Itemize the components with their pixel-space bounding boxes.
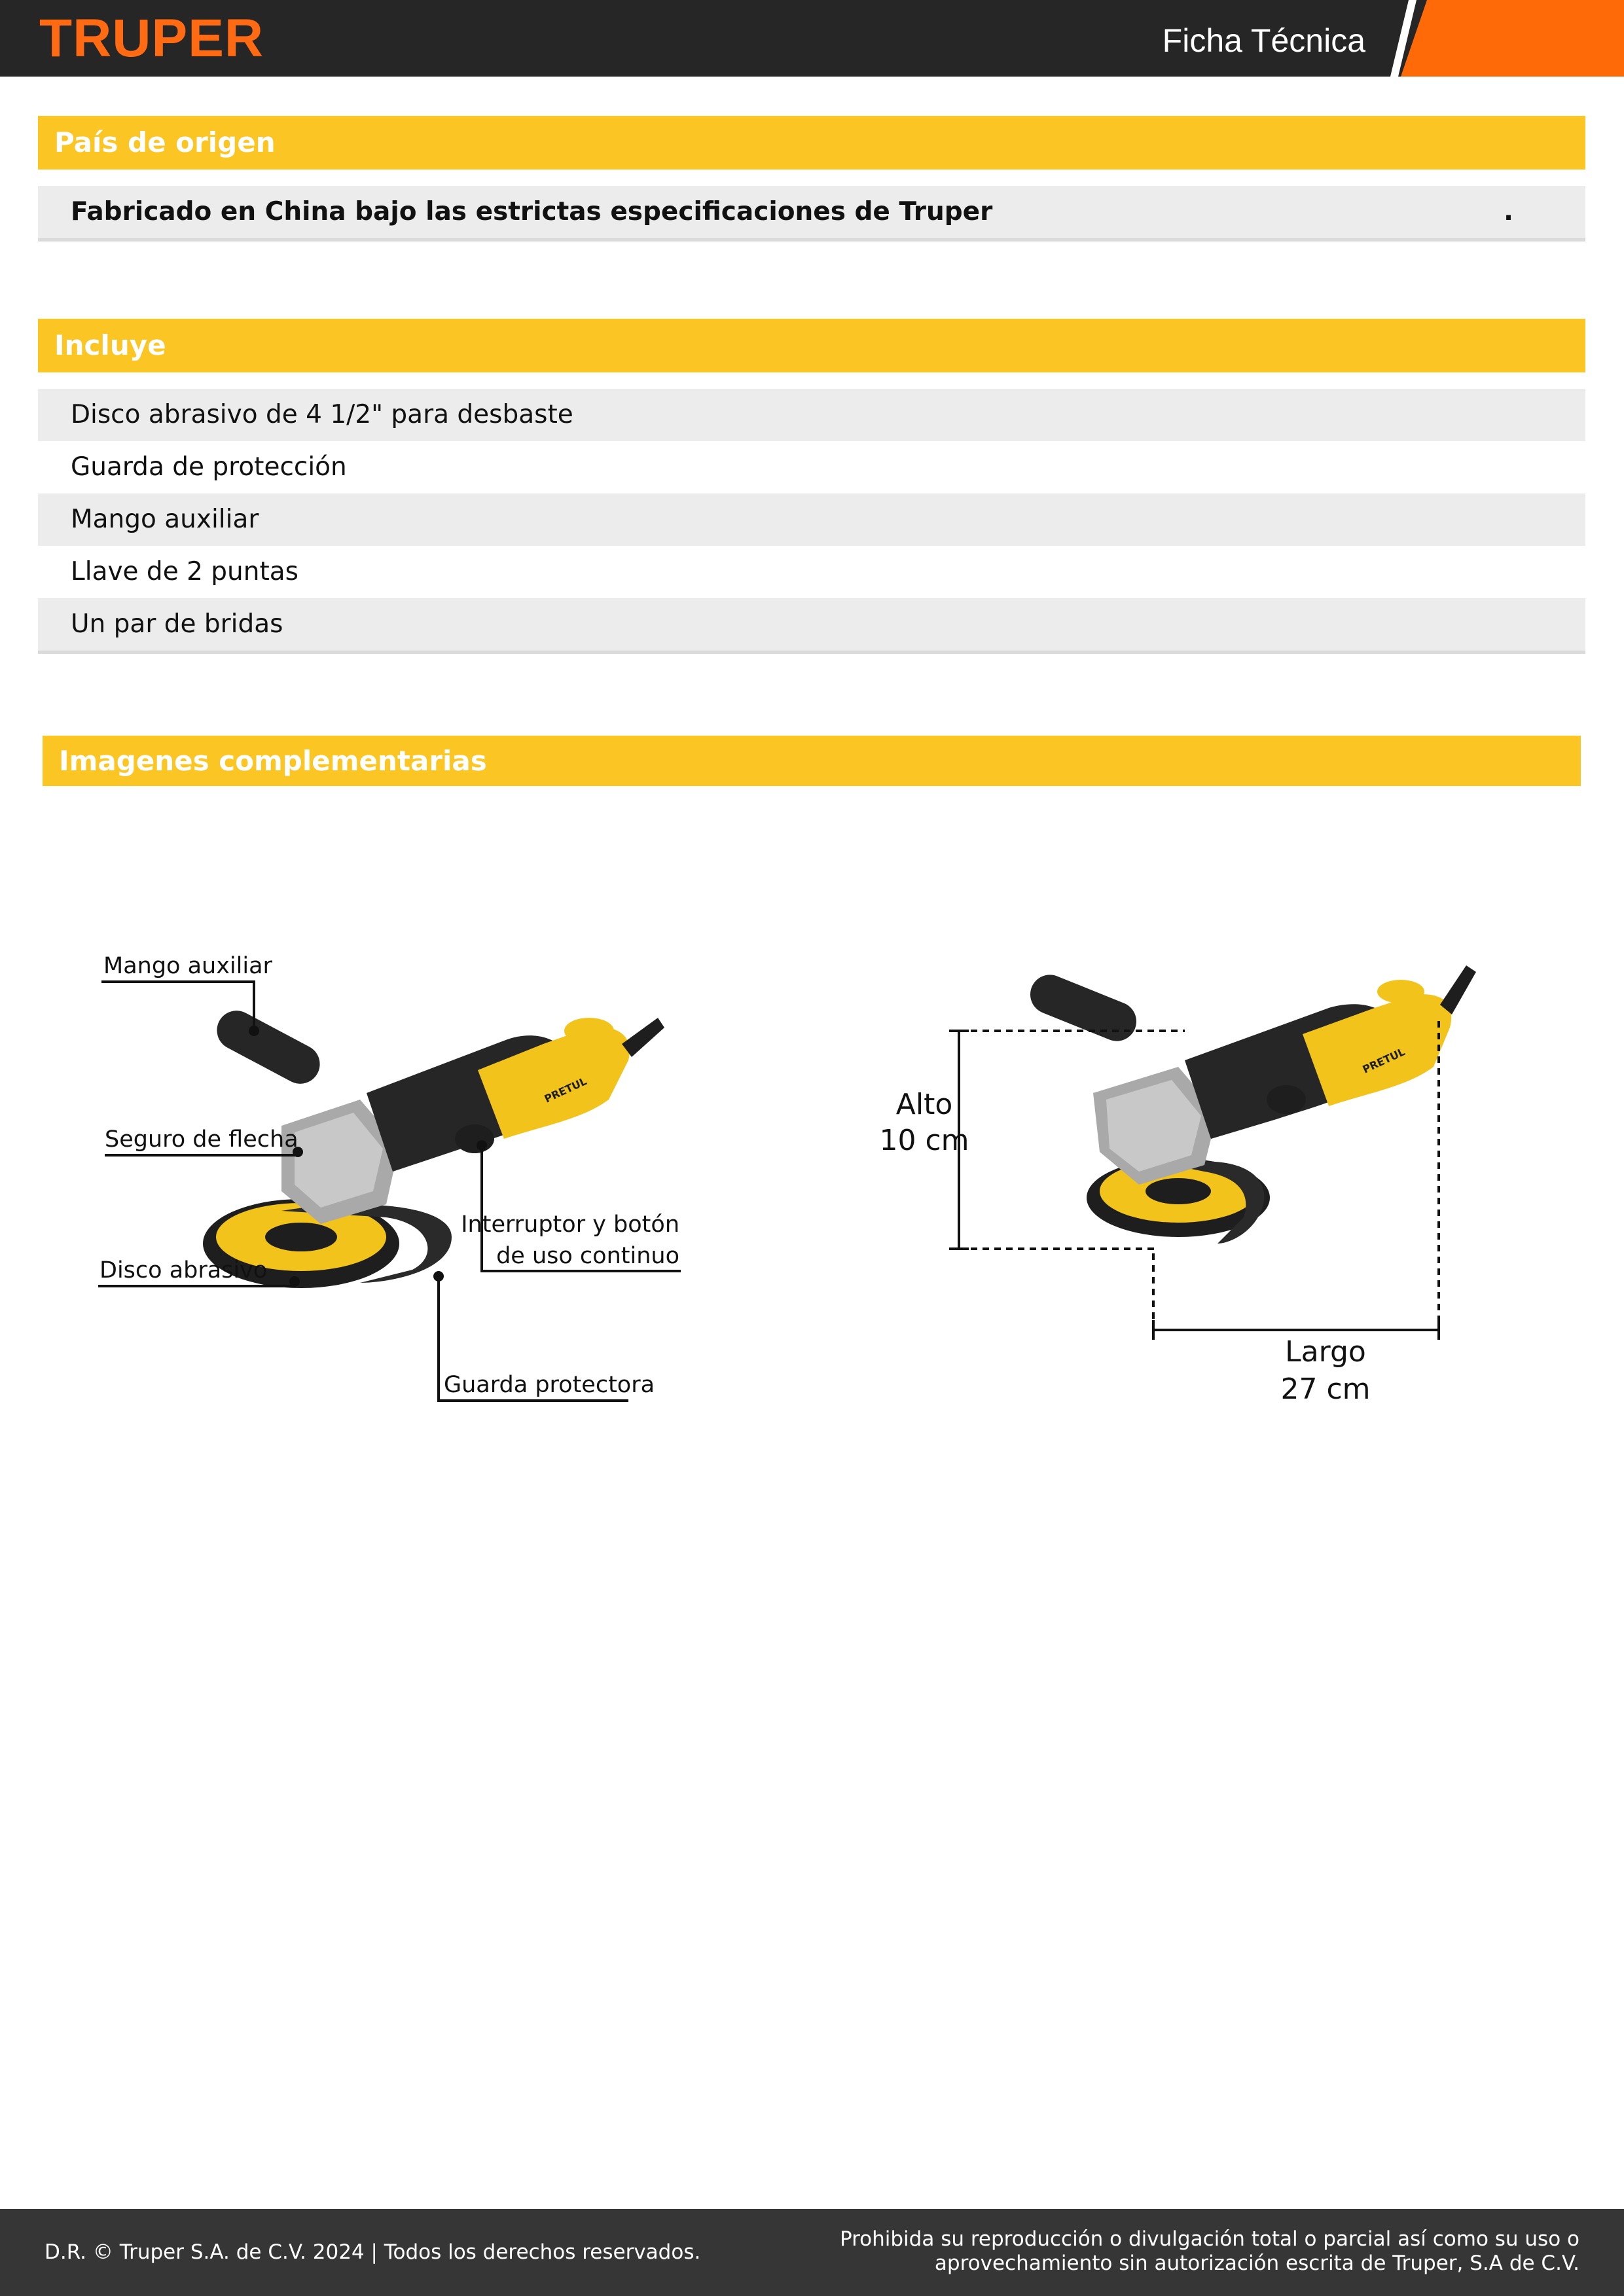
footer-disclaimer-line1: Prohibida su reproducción o divulgación total o parcial así como su uso o bbox=[839, 2227, 1579, 2251]
callout-switch-line1: Interruptor y botón bbox=[461, 1211, 679, 1238]
page-header bbox=[0, 0, 1624, 77]
origin-text: Fabricado en China bajo las estrictas especificaciones de Truper bbox=[71, 197, 993, 226]
section-images-heading: Imagenes complementarias bbox=[43, 736, 1581, 786]
dimension-length-label: Largo bbox=[1285, 1335, 1366, 1369]
section-origin-heading: País de origen bbox=[38, 116, 1585, 170]
product-brand-left: PRETUL bbox=[542, 1075, 589, 1105]
grinder-parts-figure bbox=[85, 929, 713, 1427]
page-footer bbox=[0, 2209, 1624, 2296]
dimension-length-value: 27 cm bbox=[1280, 1372, 1371, 1406]
header-title: Ficha Técnica bbox=[1162, 22, 1365, 59]
origin-row bbox=[38, 186, 1585, 238]
truper-logo: TRUPER bbox=[39, 9, 264, 68]
includes-item: Mango auxiliar bbox=[38, 493, 1585, 546]
footer-copyright: D.R. © Truper S.A. de C.V. 2024 | Todos los derechos reservados. bbox=[45, 2240, 701, 2264]
grinder-dimensions-figure bbox=[877, 942, 1492, 1427]
dimension-height-label: Alto bbox=[895, 1088, 953, 1121]
footer-disclaimer-line2: aprovechamiento sin autorización escrita de Truper, S.A de C.V. bbox=[934, 2251, 1579, 2275]
angle-grinder-illustration-dim bbox=[1024, 965, 1476, 1244]
origin-rule bbox=[38, 238, 1585, 242]
includes-item: Un par de bridas bbox=[38, 598, 1585, 651]
callout-switch-line2: de uso continuo bbox=[496, 1243, 679, 1269]
includes-item: Guarda de protección bbox=[71, 452, 347, 482]
footer-disclaimer bbox=[794, 2227, 1579, 2276]
header-accent bbox=[1401, 0, 1624, 77]
callout-handle: Mango auxiliar bbox=[103, 953, 272, 979]
callout-guard: Guarda protectora bbox=[444, 1372, 655, 1398]
includes-item: Disco abrasivo de 4 1/2" para desbaste bbox=[38, 389, 1585, 441]
product-brand-right: PRETUL bbox=[1360, 1045, 1407, 1076]
callout-disc: Disco abrasivo bbox=[99, 1257, 268, 1283]
origin-trailing-dot: . bbox=[1504, 197, 1513, 226]
includes-rule bbox=[38, 651, 1585, 654]
includes-item: Llave de 2 puntas bbox=[71, 557, 298, 586]
callout-lock: Seguro de flecha bbox=[105, 1126, 298, 1153]
section-includes-heading: Incluye bbox=[38, 319, 1585, 372]
dimension-height-value: 10 cm bbox=[879, 1124, 969, 1157]
